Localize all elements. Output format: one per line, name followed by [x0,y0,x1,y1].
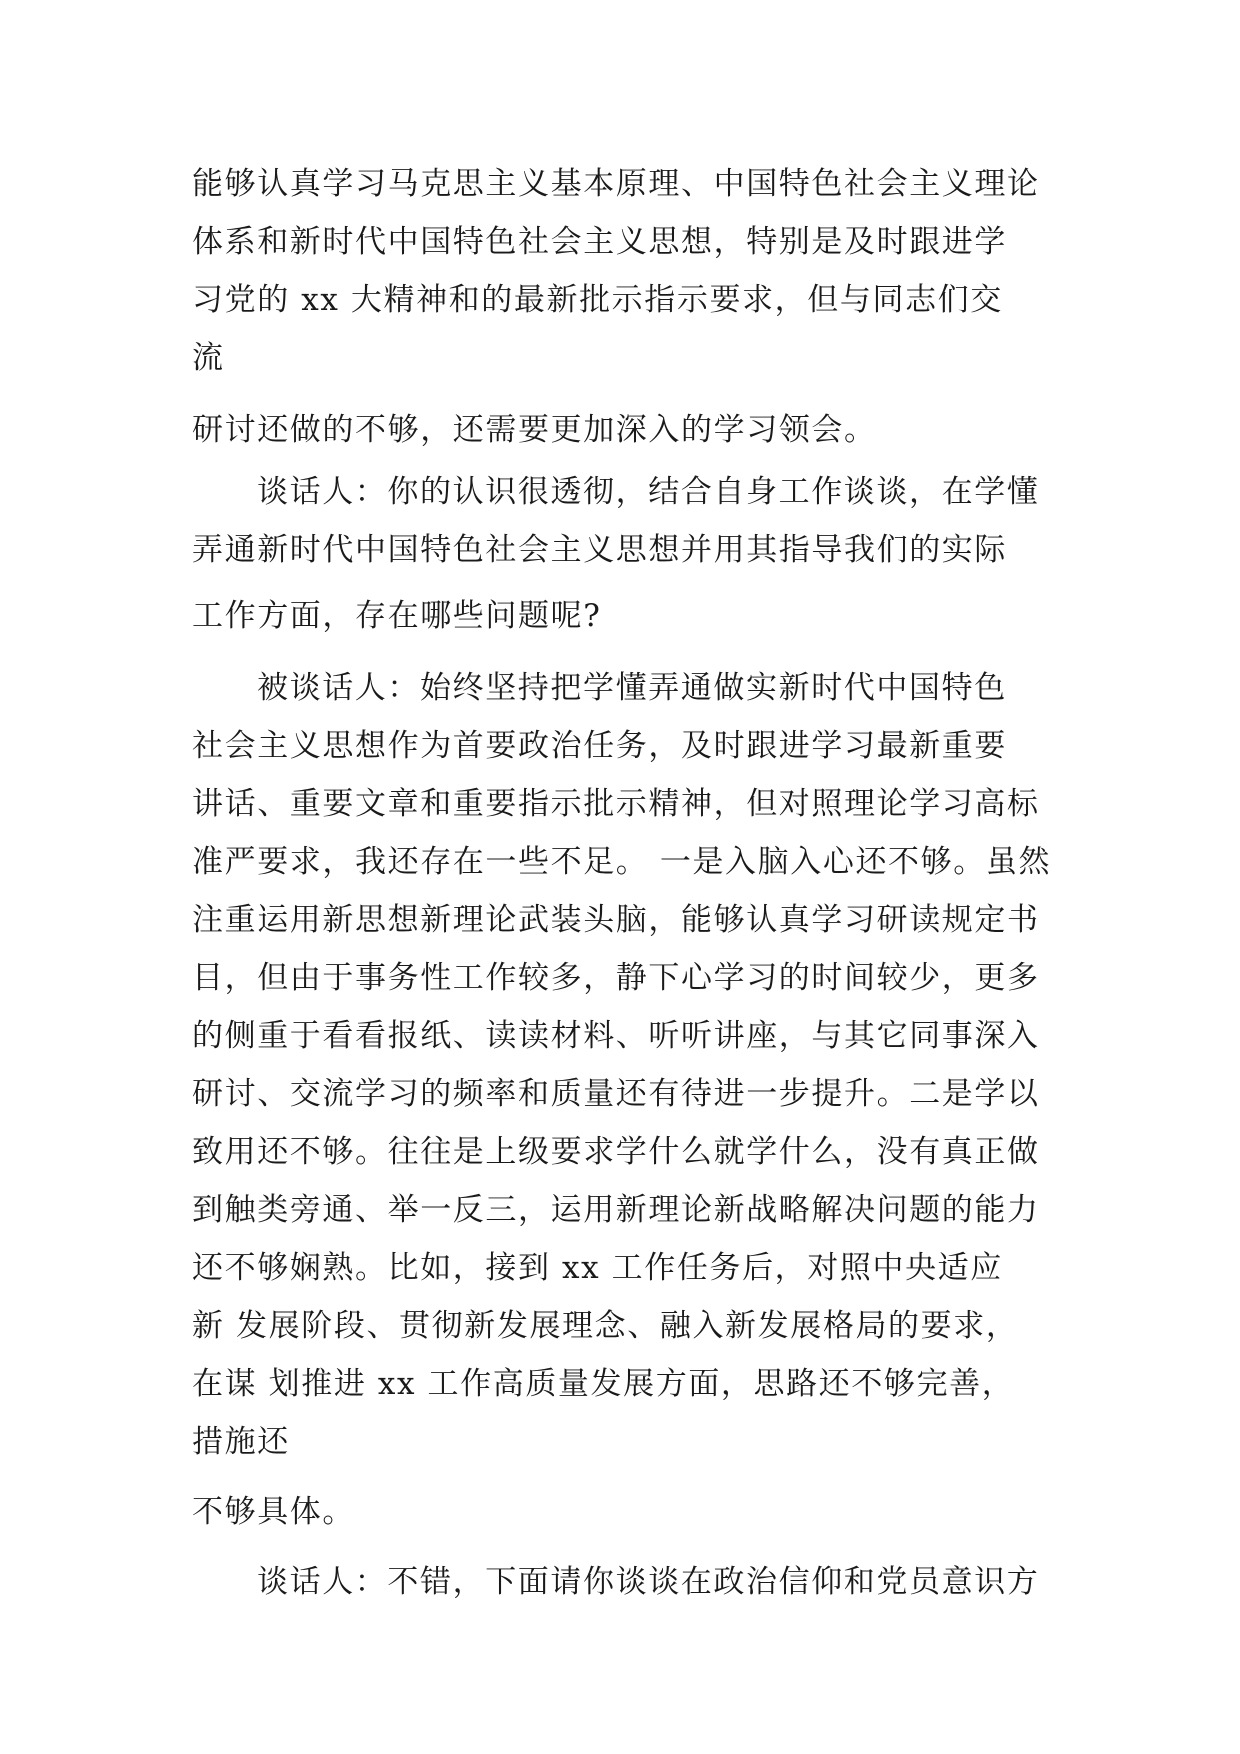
text-line: 流 [192,340,225,376]
text-line: 新 发展阶段、贯彻新发展理念、融入新发展格局的要求， [192,1308,1019,1344]
text-line: 研讨还做的不够，还需要更加深入的学习领会。 [192,412,877,448]
text-line: 体系和新时代中国特色社会主义思想，特别是及时跟进学 [192,224,1007,260]
text-line: 社会主义思想作为首要政治任务，及时跟进学习最新重要 [192,728,1007,764]
text-line: 习党的 xx 大精神和的最新批示指示要求，但与同志们交 [192,282,1003,318]
text-line: 的侧重于看看报纸、读读材料、听听讲座，与其它同事深入 [192,1018,1040,1054]
text-line: 措施还 [192,1424,290,1460]
text-line: 致用还不够。往往是上级要求学什么就学什么，没有真正做 [192,1134,1040,1170]
text-line: 注重运用新思想新理论武装头脑，能够认真学习研读规定书 [192,902,1040,938]
text-line: 在谋 划推进 xx 工作高质量发展方面，思路还不够完善， [192,1366,1015,1402]
paragraph-start-line: 被谈话人：始终坚持把学懂弄通做实新时代中国特色 [257,670,1007,706]
text-line: 目，但由于事务性工作较多，静下心学习的时间较少，更多 [192,960,1040,996]
text-line: 能够认真学习马克思主义基本原理、中国特色社会主义理论 [192,166,1040,202]
text-line: 研讨、交流学习的频率和质量还有待进一步提升。二是学以 [192,1076,1040,1112]
text-line: 到触类旁通、举一反三，运用新理论新战略解决问题的能力 [192,1192,1040,1228]
text-line: 弄通新时代中国特色社会主义思想并用其指导我们的实际 [192,532,1007,568]
text-line: 准严要求，我还存在一些不足。 一是入脑入心还不够。虽然 [192,844,1052,880]
paragraph-start-line: 谈话人：不错，下面请你谈谈在政治信仰和党员意识方 [257,1564,1040,1600]
text-line: 还不够娴熟。比如，接到 xx 工作任务后，对照中央适应 [192,1250,1003,1286]
text-line: 不够具体。 [192,1494,355,1530]
paragraph-start-line: 谈话人：你的认识很透彻，结合自身工作谈谈，在学懂 [257,474,1040,510]
text-line: 讲话、重要文章和重要指示批示精神，但对照理论学习高标 [192,786,1040,822]
text-line: 工作方面，存在哪些问题呢? [192,598,602,634]
